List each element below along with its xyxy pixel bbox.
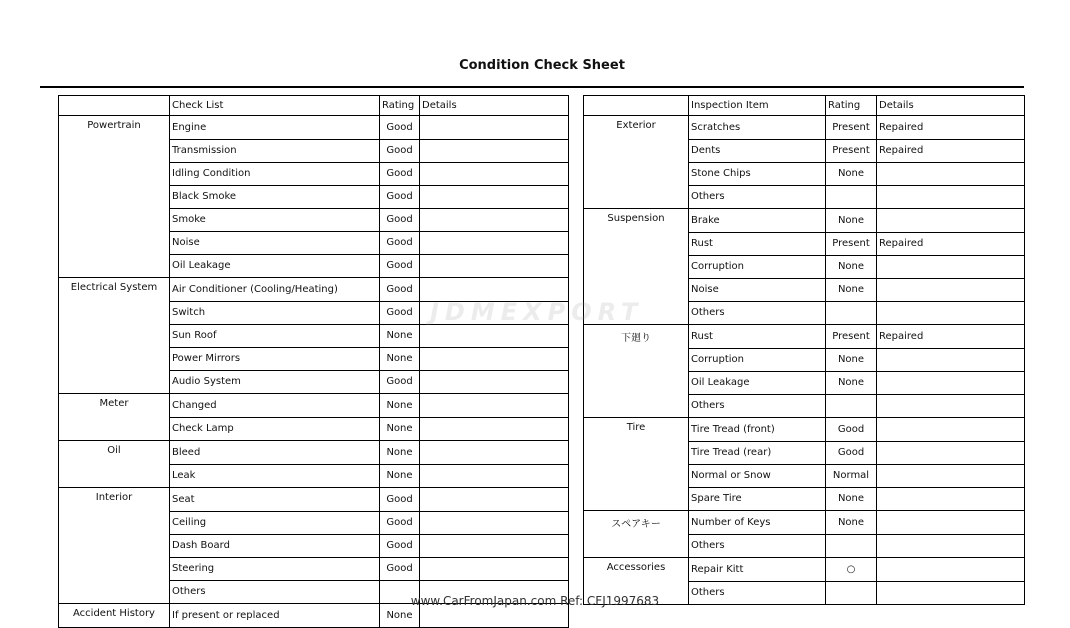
item-cell: Others	[689, 534, 826, 558]
table-row	[584, 278, 1025, 301]
rating-cell: None	[380, 464, 420, 488]
details-cell	[877, 418, 1025, 442]
table-row	[59, 534, 569, 557]
rating-cell: None	[826, 209, 877, 233]
item-cell: Corruption	[689, 348, 826, 371]
details-cell	[420, 534, 569, 557]
table-row	[584, 534, 1025, 558]
item-cell: Others	[689, 185, 826, 209]
table-row	[584, 162, 1025, 185]
item-cell: Stone Chips	[689, 162, 826, 185]
category-label: Meter	[59, 394, 170, 418]
details-cell	[877, 394, 1025, 418]
details-cell	[420, 370, 569, 394]
category-cell	[59, 534, 170, 557]
table-row	[584, 116, 1025, 140]
header-details: Details	[420, 96, 569, 116]
footer-reference: www.CarFromJapan.com Ref: CFJ1997683	[410, 594, 660, 608]
rating-cell: Good	[380, 162, 420, 185]
category-cell	[59, 464, 170, 488]
item-cell: Rust	[689, 325, 826, 349]
table-row	[59, 116, 569, 140]
table-row	[59, 254, 569, 278]
item-cell: Engine	[170, 116, 380, 140]
category-cell	[584, 348, 689, 371]
rating-cell: ○	[826, 558, 877, 582]
header-category	[59, 96, 170, 116]
rating-cell: None	[826, 371, 877, 394]
category-label: Accessories	[584, 558, 689, 582]
category-label: 下廻り	[584, 325, 689, 349]
rating-cell: Present	[826, 232, 877, 255]
header-rating: Rating	[380, 96, 420, 116]
table-row	[584, 325, 1025, 349]
category-cell	[59, 139, 170, 162]
rating-cell: None	[380, 417, 420, 441]
item-cell: Smoke	[170, 208, 380, 231]
table-row	[584, 487, 1025, 511]
table-row	[584, 394, 1025, 418]
details-cell	[877, 348, 1025, 371]
check-list-table	[58, 95, 569, 628]
item-cell: Oil Leakage	[689, 371, 826, 394]
category-cell	[59, 231, 170, 254]
item-cell: Normal or Snow	[689, 464, 826, 487]
rating-cell	[826, 185, 877, 209]
category-cell	[584, 534, 689, 558]
table-row	[59, 557, 569, 580]
rating-cell: Good	[380, 208, 420, 231]
rating-cell: Good	[826, 418, 877, 442]
header-details: Details	[877, 96, 1025, 116]
details-cell	[420, 347, 569, 370]
category-cell	[584, 487, 689, 511]
details-cell	[877, 278, 1025, 301]
table-row	[59, 511, 569, 534]
item-cell: Repair Kitt	[689, 558, 826, 582]
header-item: Check List	[170, 96, 380, 116]
rating-cell: None	[826, 487, 877, 511]
table-row	[59, 139, 569, 162]
table-row	[59, 488, 569, 512]
table-row	[584, 232, 1025, 255]
item-cell: Dash Board	[170, 534, 380, 557]
details-cell: Repaired	[877, 116, 1025, 140]
item-cell: Leak	[170, 464, 380, 488]
header-category	[584, 96, 689, 116]
details-cell	[420, 231, 569, 254]
sheet-title: Condition Check Sheet	[459, 58, 625, 73]
category-cell	[584, 232, 689, 255]
details-cell	[420, 557, 569, 580]
category-cell	[59, 347, 170, 370]
category-cell	[59, 185, 170, 208]
item-cell: Others	[170, 580, 380, 604]
item-cell: Switch	[170, 301, 380, 324]
item-cell: Brake	[689, 209, 826, 233]
item-cell: Ceiling	[170, 511, 380, 534]
item-cell: Power Mirrors	[170, 347, 380, 370]
details-cell	[877, 185, 1025, 209]
table-row	[584, 185, 1025, 209]
category-label: Accident History	[59, 604, 170, 628]
item-cell: Noise	[689, 278, 826, 301]
item-cell: Steering	[170, 557, 380, 580]
rating-cell	[826, 394, 877, 418]
item-cell: Oil Leakage	[170, 254, 380, 278]
item-cell: Seat	[170, 488, 380, 512]
rating-cell: None	[826, 511, 877, 535]
item-cell: Others	[689, 394, 826, 418]
item-cell: Sun Roof	[170, 324, 380, 347]
category-cell	[584, 394, 689, 418]
header-rating: Rating	[826, 96, 877, 116]
details-cell	[877, 464, 1025, 487]
details-cell	[420, 441, 569, 465]
category-label: Oil	[59, 441, 170, 465]
category-cell	[59, 301, 170, 324]
table-row	[59, 208, 569, 231]
details-cell	[877, 511, 1025, 535]
table-row	[584, 464, 1025, 487]
rating-cell: None	[380, 441, 420, 465]
rating-cell: Present	[826, 139, 877, 162]
table-row	[59, 231, 569, 254]
table-row	[59, 185, 569, 208]
item-cell: Idling Condition	[170, 162, 380, 185]
rating-cell: Good	[380, 511, 420, 534]
item-cell: Check Lamp	[170, 417, 380, 441]
table-row	[584, 511, 1025, 535]
item-cell: Rust	[689, 232, 826, 255]
rating-cell: Good	[380, 185, 420, 208]
category-label: Tire	[584, 418, 689, 442]
rating-cell: Good	[826, 441, 877, 464]
details-cell	[877, 534, 1025, 558]
rating-cell	[826, 301, 877, 325]
rating-cell: None	[826, 278, 877, 301]
item-cell: Others	[689, 581, 826, 605]
rating-cell: Good	[380, 301, 420, 324]
table-row	[59, 162, 569, 185]
item-cell: Scratches	[689, 116, 826, 140]
rating-cell: Good	[380, 534, 420, 557]
category-cell	[584, 371, 689, 394]
header-row	[59, 96, 569, 116]
rating-cell: Present	[826, 325, 877, 349]
details-cell	[420, 116, 569, 140]
details-cell	[420, 254, 569, 278]
rating-cell: None	[380, 604, 420, 628]
table-row	[584, 139, 1025, 162]
details-cell	[877, 301, 1025, 325]
details-cell	[877, 209, 1025, 233]
details-cell: Repaired	[877, 232, 1025, 255]
category-label: Electrical System	[59, 278, 170, 302]
category-label: Exterior	[584, 116, 689, 140]
details-cell	[420, 464, 569, 488]
details-cell	[420, 511, 569, 534]
category-cell	[584, 464, 689, 487]
item-cell: Tire Tread (front)	[689, 418, 826, 442]
category-label: Suspension	[584, 209, 689, 233]
table-row	[59, 464, 569, 488]
details-cell	[420, 139, 569, 162]
details-cell	[877, 162, 1025, 185]
details-cell	[877, 371, 1025, 394]
rating-cell: Good	[380, 278, 420, 302]
table-row	[584, 418, 1025, 442]
item-cell: Black Smoke	[170, 185, 380, 208]
details-cell	[420, 185, 569, 208]
header-item: Inspection Item	[689, 96, 826, 116]
table-row	[584, 301, 1025, 325]
rating-cell: Present	[826, 116, 877, 140]
details-cell	[877, 487, 1025, 511]
item-cell: If present or replaced	[170, 604, 380, 628]
category-cell	[59, 162, 170, 185]
item-cell: Bleed	[170, 441, 380, 465]
table-row	[59, 370, 569, 394]
rating-cell: Good	[380, 488, 420, 512]
details-cell	[420, 417, 569, 441]
title-divider	[40, 86, 1024, 88]
item-cell: Noise	[170, 231, 380, 254]
item-cell: Spare Tire	[689, 487, 826, 511]
category-cell	[584, 162, 689, 185]
watermark: JDMEXPORT	[430, 298, 644, 326]
rating-cell: None	[380, 394, 420, 418]
table-row	[584, 558, 1025, 582]
category-cell	[59, 254, 170, 278]
category-cell	[59, 417, 170, 441]
category-label: スペアキー	[584, 511, 689, 535]
table-row	[584, 441, 1025, 464]
details-cell: Repaired	[877, 325, 1025, 349]
category-cell	[59, 324, 170, 347]
details-cell	[420, 162, 569, 185]
category-cell	[59, 370, 170, 394]
rating-cell: Good	[380, 254, 420, 278]
item-cell: Transmission	[170, 139, 380, 162]
category-cell	[584, 185, 689, 209]
rating-cell: None	[826, 162, 877, 185]
item-cell: Others	[689, 301, 826, 325]
rating-cell: None	[380, 324, 420, 347]
category-cell	[59, 208, 170, 231]
category-label: Powertrain	[59, 116, 170, 140]
rating-cell: Good	[380, 557, 420, 580]
rating-cell: Good	[380, 370, 420, 394]
rating-cell: None	[826, 255, 877, 278]
table-row	[584, 255, 1025, 278]
details-cell: Repaired	[877, 139, 1025, 162]
item-cell: Number of Keys	[689, 511, 826, 535]
table-row	[59, 417, 569, 441]
table-row	[584, 209, 1025, 233]
rating-cell: Good	[380, 139, 420, 162]
item-cell: Tire Tread (rear)	[689, 441, 826, 464]
details-cell	[420, 324, 569, 347]
table-row	[584, 348, 1025, 371]
details-cell	[420, 208, 569, 231]
rating-cell: Good	[380, 116, 420, 140]
item-cell: Air Conditioner (Cooling/Heating)	[170, 278, 380, 302]
rating-cell: None	[826, 348, 877, 371]
table-row	[59, 324, 569, 347]
category-cell	[59, 557, 170, 580]
category-cell	[584, 441, 689, 464]
item-cell: Changed	[170, 394, 380, 418]
rating-cell	[826, 534, 877, 558]
table-row	[59, 347, 569, 370]
category-cell	[584, 255, 689, 278]
item-cell: Corruption	[689, 255, 826, 278]
header-row	[584, 96, 1025, 116]
table-row	[59, 394, 569, 418]
rating-cell: None	[380, 347, 420, 370]
category-cell	[584, 139, 689, 162]
item-cell: Audio System	[170, 370, 380, 394]
item-cell: Dents	[689, 139, 826, 162]
category-cell	[59, 511, 170, 534]
rating-cell: Normal	[826, 464, 877, 487]
details-cell	[877, 255, 1025, 278]
details-cell	[877, 558, 1025, 582]
table-row	[59, 441, 569, 465]
details-cell	[420, 394, 569, 418]
details-cell	[877, 441, 1025, 464]
inspection-item-table	[583, 95, 1025, 605]
table-row	[584, 371, 1025, 394]
category-label: Interior	[59, 488, 170, 512]
rating-cell: Good	[380, 231, 420, 254]
details-cell	[420, 488, 569, 512]
